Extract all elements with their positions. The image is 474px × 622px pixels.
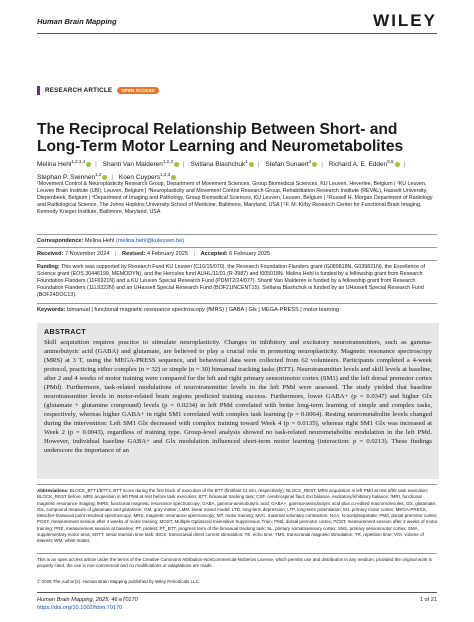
open-access-badge[interactable]: OPEN ACCESS bbox=[117, 87, 158, 94]
article-type-row bbox=[37, 86, 159, 95]
author[interactable]: Richard A. E. Edden$^{5,6}$ bbox=[329, 161, 400, 168]
author[interactable]: Koen Cuypers$^{1,2,3}$ bbox=[119, 174, 176, 181]
abstract-text: Skill acquisition requires practice to stimulate neuroplasticity. Changes in inhibitory and excitatory neurotransmitters, such as gamma-aminobutyric acid (GABA) and glutamate, are believed to play a crucial role in promoting neuroplasticity. Magnetic resonance spectroscopy (MRS) at 3 T, using the MEGA-PRESS sequence, and behavioral data were collected from 62 volunteers. Participants completed a 4-week protocol, practicing either complex (n = 32) or simple (n = 30) bimanual tracking tasks (BTT). Neurotransmitter levels and skill levels at baseline, after 2 and 4 weeks of motor training were compared for the left and right primary sensorimotor cortex (SM1) and the left dorsal premotor cortex (PMd). Furthermore, task-related modulations of neurotransmitter levels in the left PMd were assessed. The study yielded that baseline neurotransmitter levels in motor-related brain regions predicted training success. Furthermore, lower GABA+ (p = 0.0347) and higher Glx (glutamate + glutamine compound) levels (p = 0.0234) in left PMd correlated with better long-term learning of simple and complex tasks, respectively, whereas higher GABA+ in right SM1 correlated with complex task learning (p = 0.0064). Resting neurometabolite levels changed during the intervention: Left SM1 Glx decreased with complex training toward Week 4 (p = 0.0135), whereas right SM1 Glx was increased at Week 2 (p = 0.0043), regardless of training type. Group-level analysis showed no task-related neurometabolite modulation in the left PMd. However, individual baseline GABA+ and Glx modulation influenced short-term motor learning (interaction: p = 0.0213). These findings underscore the importance of an bbox=[44, 339, 432, 454]
orcid-icon[interactable] bbox=[171, 175, 176, 180]
section-divider bbox=[37, 553, 437, 554]
journal-name: Human Brain Mapping bbox=[37, 17, 117, 26]
correspondence-email-link[interactable]: (melina.hehl@kuleuven.be) bbox=[115, 238, 185, 244]
funding-statement: Funding: This work was supported by Research Fund KU Leuven (C16/15/070), the Research Foundation Flanders grant (G089818N, G039821N), the Excellence of Science grant (EOS 30446199, MEMODYN), and the Hercules fund AUHL/11/01 (R-3987) and I005018N. Melina Hehl is funded by a fellowship grant from Research Foundation Flanders (11F6921N) and a KU Leuven Special Research Fund (PDMT2/24/077). Shanti Van Malderen is funded by a fellowship grant from Research Foundation Flanders (11L9322N) and an UHasselt Special Research Fund (BOF21INCENT15). Svitlana Blashchuk is funded by an UHasselt Special Research Fund (BOF24DOC13). bbox=[37, 264, 425, 299]
citation: Human Brain Mapping, 2025; 46:e70170 bbox=[37, 597, 138, 603]
section-divider bbox=[37, 303, 437, 304]
orcid-icon[interactable] bbox=[86, 162, 91, 167]
article-title: The Reciprocal Relationship Between Short- and Long-Term Motor Learning and Neurometabolites bbox=[37, 121, 404, 155]
article-type: RESEARCH ARTICLE bbox=[45, 87, 113, 94]
section-divider bbox=[37, 247, 437, 248]
section-divider bbox=[37, 234, 437, 235]
abbreviations: Abbreviations: BLOCK_BTT1/BTT2, BTT score during the first block of execution of the BTT (first/last 11 min, respectively); BLOCK_REST, MRS acquisition in left PMd at rest after task execution; BLOCK_REST before, MRS acquisition in left PMd at rest before task execution; BTT, bimanual tracking task; CSF, cerebrospinal fluid; ExI balance, excitatory/inhibitory balance; fMRI, functional magnetic resonance imaging; fMRS, functional magnetic resonance spectroscopy; GABA, gamma-aminobutyric acid; GABA+, gamma-aminobutyric acid plus co-edited macromolecules; Glx, glutamate; Glx, compound measure of glutamate and glutamine; GM, gray matter; LMM, linear mixed model; LTD, long-term depression; LTP, long-term potentiation; M1, primary motor cortex; MEGA-PRESS, Mescher-Garwood point resolved spectroscopy; MRS, magnetic resonance spectroscopy; MT, motor training; MVC, maximal voluntary contraction; NAA, N-acetylaspartate; PMd, dorsal premotor cortex; POST, measurement session after 4 weeks of motor training; MOST, Multiple Optimized Insensitive Suppression Train; PMd, dorsal premotor cortex; POST, measurement session after 2 weeks of motor training; PRE, measurement session at baseline; PT, pretest; PT_BTT, progress term of the bimanual tracking task; SL, primary somatosensory cortex; SM1, primary sensorimotor cortex; SMA, supplementary motor area; SRTT, serial reaction time task; tDCS, transcranial direct current stimulation; TE, echo time; TMS, transcranial magnetic stimulation; TR, repetition time; VOI, volume of interest; WM, white matter. bbox=[37, 488, 438, 544]
author[interactable]: Stephan P. Swinnen$^{1,2}$ bbox=[37, 174, 107, 181]
copyright-notice: © 2025 The Author(s). Human Brain Mapping published by Wiley Periodicals LLC. bbox=[37, 579, 201, 584]
keywords: Keywords: bimanual | functional magnetic resonance spectroscopy (fMRS) | GABA | Glx | MEGA-PRESS | motor learning bbox=[37, 307, 340, 313]
section-divider bbox=[37, 484, 437, 485]
article-dates: Received: 7 November 2024 | Revised: 4 February 2025 | Accepted: 6 February 2025 bbox=[37, 251, 271, 257]
header-divider bbox=[37, 33, 437, 34]
section-divider bbox=[37, 260, 437, 261]
orcid-icon[interactable] bbox=[312, 162, 317, 167]
orcid-icon[interactable] bbox=[249, 162, 254, 167]
publisher-logo: WILEY bbox=[373, 11, 437, 30]
article-type-marker bbox=[37, 86, 40, 95]
affiliation-text: ¹Movement Control & Neuroplasticity Research Group, Department of Movement Sciences, Group Biomedical Sciences, KU Leuven, Heverlee, Belgium | ²KU Leuven, Leuven Brain Institute (LBI), Leuven, Belgium | ³Neuroplasticity and Movement Control Research Group, Rehabilitation Research Institute (REVAL), Hasselt University, Diepenbeek, Belgium | ⁴Department of Imaging and Pathology, Group Biomedical Sciences, KU Leuven, Leuven, Belgium | ⁵Russell H. Morgan Department of Radiology and Radiological Science, The Johns Hopkins University School of Medicine, Baltimore, Maryland, USA | ⁶F. M. Kirby Research Center for Functional Brain Imaging, Kennedy Krieger Institute, Baltimore, Maryland, USA bbox=[37, 181, 433, 216]
author[interactable]: Shanti Van Malderen$^{1,2,3}$ bbox=[103, 161, 179, 168]
footer-citation bbox=[37, 597, 138, 612]
page-number: 1 of 21 bbox=[419, 597, 437, 603]
license-statement: This is an open access article under the terms of the Creative Commons Attribution-NonCommercial-NoDerivs License, which permits use and distribution in any medium, provided the original work is properly cited, the use is non-commercial and no modifications or adaptations are made. bbox=[37, 557, 432, 569]
author[interactable]: Svitlana Blashchuk$^1$ bbox=[190, 161, 253, 168]
affiliations bbox=[37, 181, 439, 216]
abstract-heading: ABSTRACT bbox=[44, 327, 86, 336]
correspondence: Correspondence: Melina Hehl (melina.hehl@kuleuven.be) bbox=[37, 238, 185, 244]
footer-divider bbox=[37, 592, 437, 593]
author-list: Melina Hehl$^{1,2,3,4}$ | Shanti Van Malderen$^{1,2,3}$ | Svitlana Blashchuk$^1$ | Stefan Sunaert$^4$ | Richard A. E. Edden$^{5,6}$ | Stephan P. Swinnen$^{1,2}$ | Koen Cuypers$^{1,2,3}$ bbox=[37, 159, 406, 181]
author[interactable]: Stefan Sunaert$^4$ bbox=[265, 161, 317, 168]
orcid-icon[interactable] bbox=[102, 175, 107, 180]
orcid-icon[interactable] bbox=[174, 162, 179, 167]
author[interactable]: Melina Hehl$^{1,2,3,4}$ bbox=[37, 161, 91, 168]
doi-link[interactable]: https://doi.org/10.1002/hbm.70170 bbox=[37, 604, 123, 611]
orcid-icon[interactable] bbox=[395, 162, 400, 167]
